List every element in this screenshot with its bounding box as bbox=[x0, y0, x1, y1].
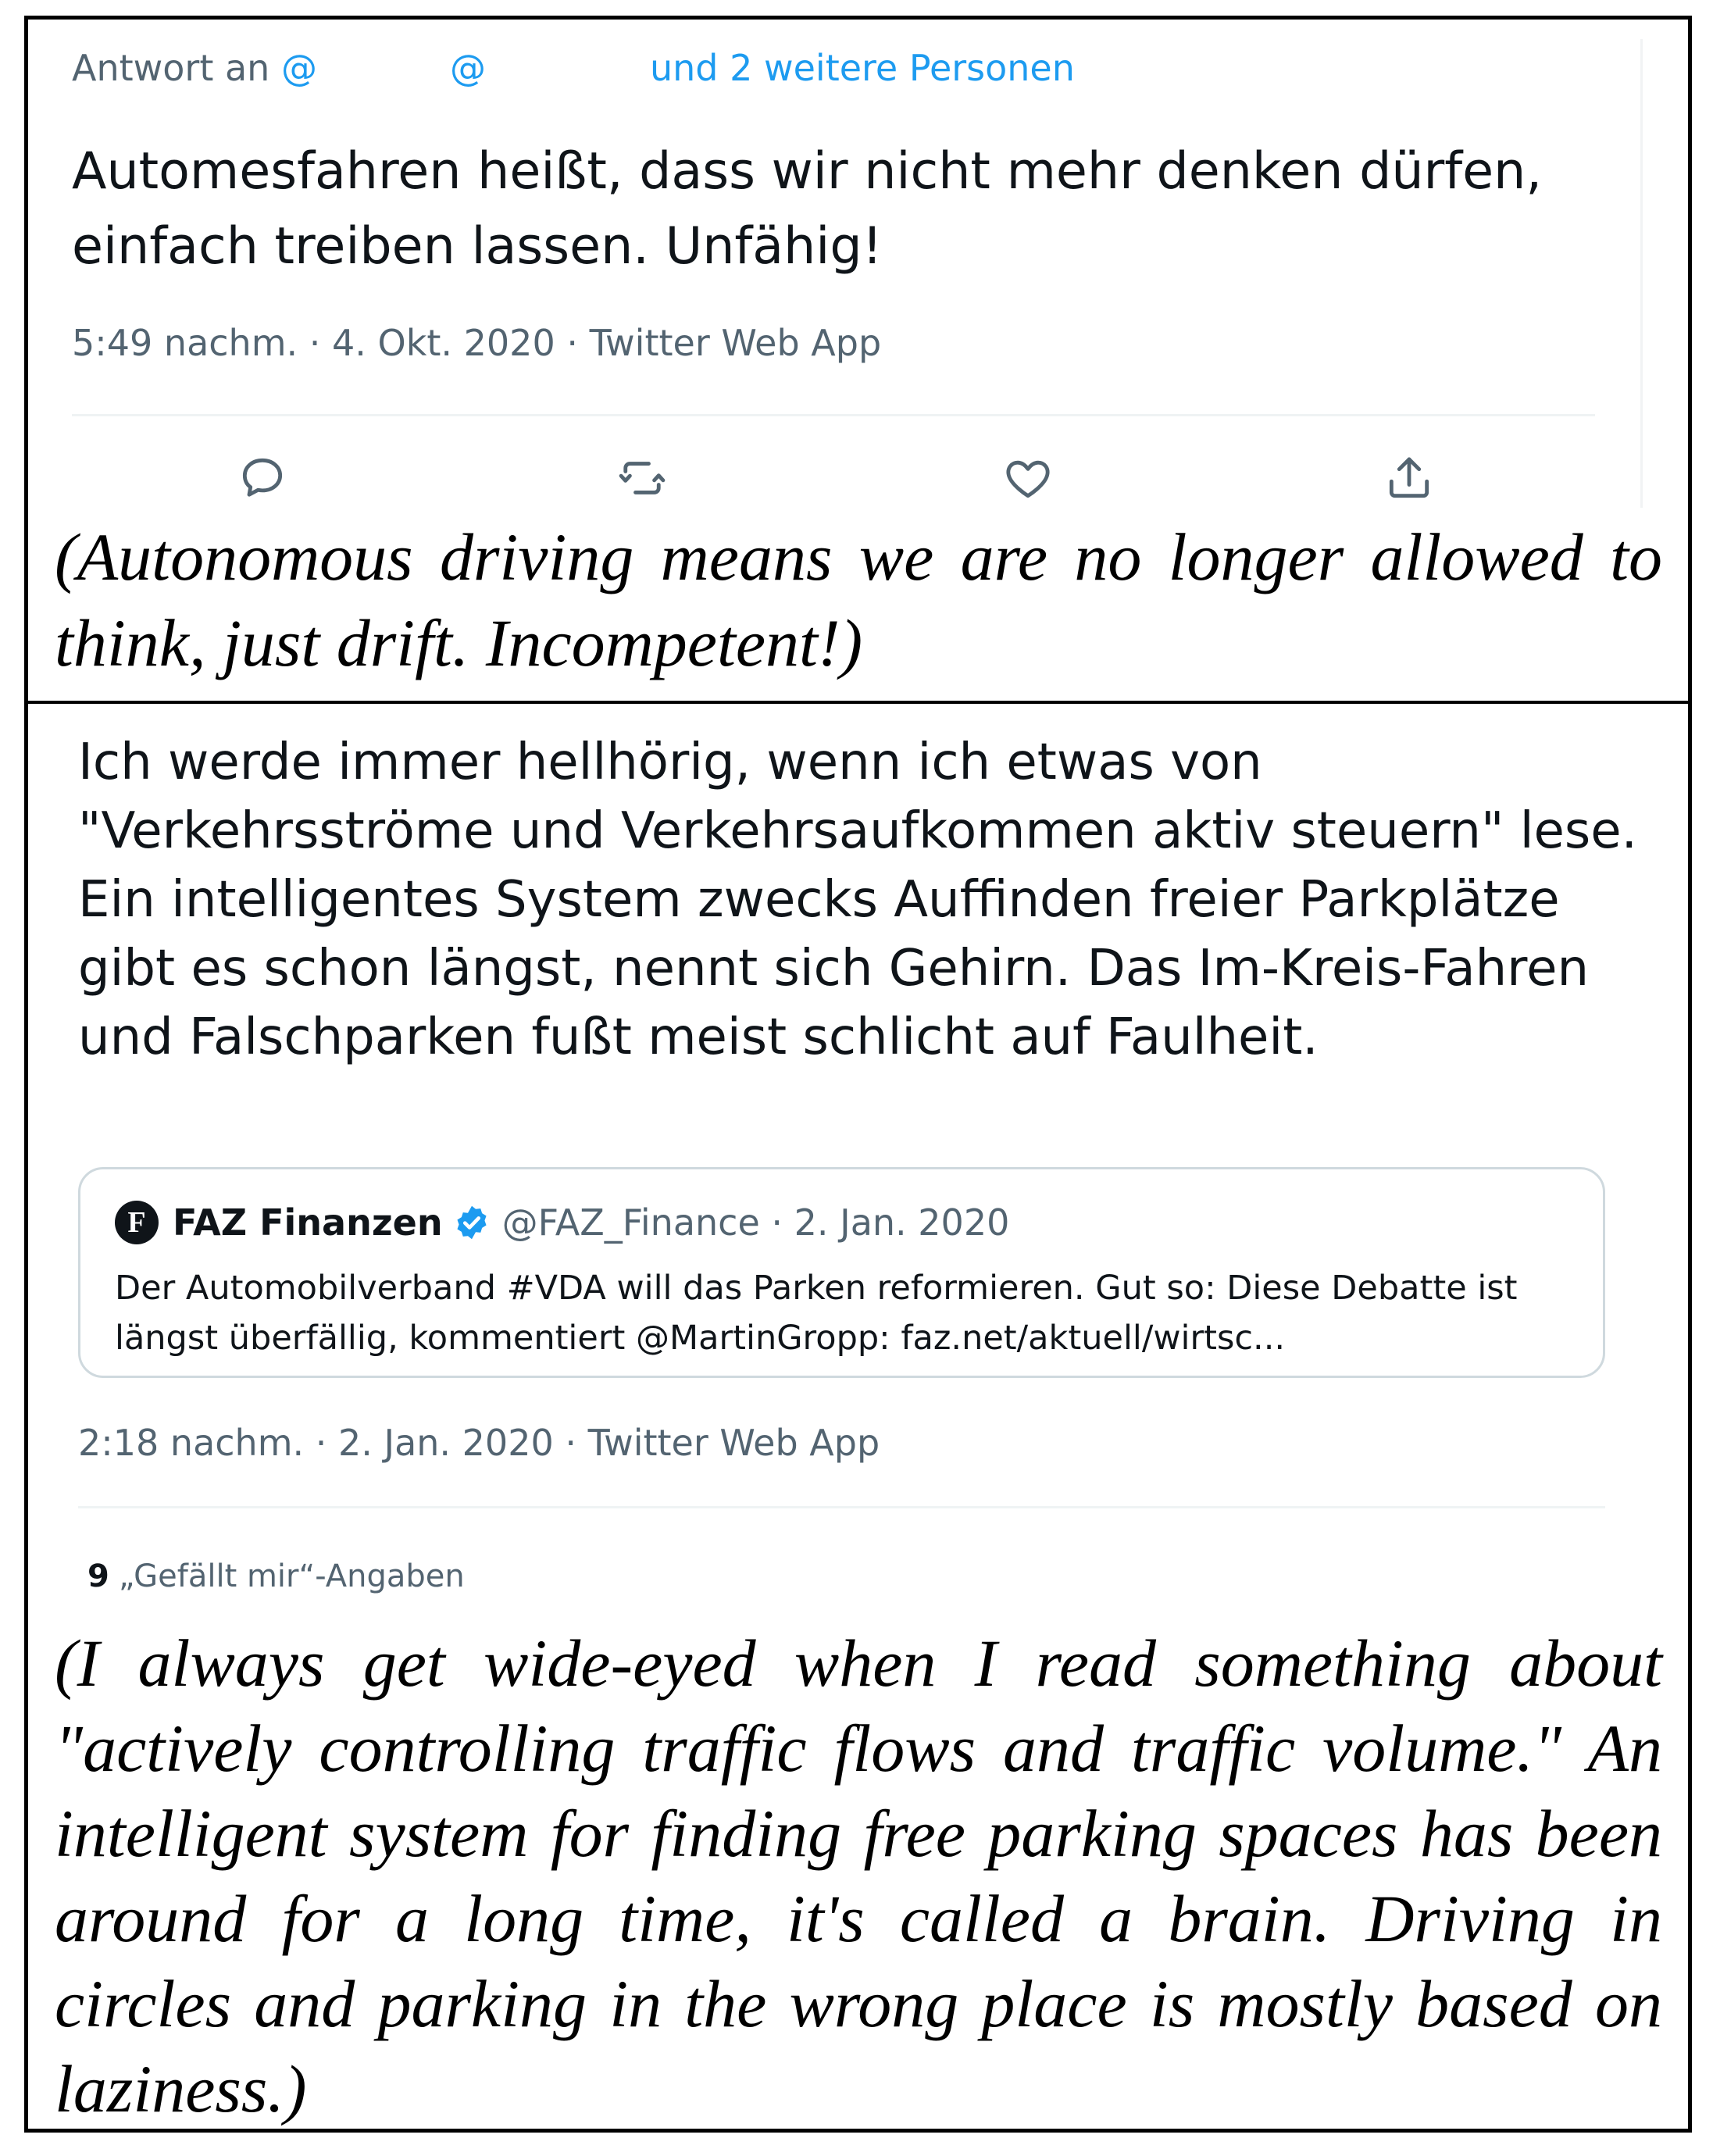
panel-divider bbox=[24, 701, 1692, 704]
likes-count: 9 bbox=[87, 1558, 109, 1594]
reply-icon[interactable] bbox=[236, 452, 289, 505]
reply-prefix: Antwort an bbox=[72, 47, 270, 89]
tweet-text: Automesfahren heißt, dass wir nicht mehr denken dürfen, einfach treiben lassen. Unfähig! bbox=[72, 142, 1542, 276]
reply-context bbox=[72, 47, 1075, 89]
quoted-author-handle-date[interactable]: @FAZ_Finance · 2. Jan. 2020 bbox=[501, 1201, 1010, 1244]
share-icon[interactable] bbox=[1383, 452, 1436, 505]
separator bbox=[72, 414, 1595, 416]
quoted-tweet-text: Der Automobilverband #VDA will das Parken reformieren. Gut so: Diese Debatte ist längst überfällig, kommentiert @MartinGropp: faz.net/aktuell/wirtsc... bbox=[115, 1269, 1518, 1358]
quoted-tweet-header bbox=[115, 1201, 1009, 1244]
likes-label: „Gefällt mir“-Angaben bbox=[118, 1558, 465, 1594]
retweet-icon[interactable] bbox=[616, 452, 669, 505]
separator-2 bbox=[78, 1506, 1605, 1508]
quoted-tweet-card[interactable] bbox=[78, 1167, 1605, 1378]
tweet-timestamp[interactable]: 5:49 nachm. · 4. Okt. 2020 · Twitter Web App bbox=[72, 322, 882, 364]
column-border bbox=[1640, 39, 1643, 508]
tweet-text-2: Ich werde immer hellhörig, wenn ich etwas von "Verkehrsströme und Verkehrsaufkommen aktiv steuern" lese. Ein intelligentes System zwecks Auffinden freier Parkplätze gibt es schon längst, nennt sich Gehirn. Das Im-Kreis-Fahren und Falschparken fußt meist schlicht auf Faulheit. bbox=[78, 734, 1637, 1066]
like-icon[interactable] bbox=[1001, 452, 1055, 505]
mention-link-2[interactable]: @ bbox=[449, 47, 486, 89]
likes-summary[interactable] bbox=[87, 1558, 465, 1594]
mention-link-1[interactable]: @ bbox=[280, 47, 317, 89]
avatar[interactable]: F bbox=[115, 1201, 159, 1244]
more-people-link[interactable]: und 2 weitere Personen bbox=[649, 47, 1075, 89]
verified-badge-icon bbox=[452, 1203, 491, 1242]
translation-caption-2: (I always get wide-eyed when I read something about "actively controlling traffic flows and traffic volume." An intelligent system for finding free parking spaces has been around for a long time, it's called a brain. Driving in circles and parking in the wrong place is mostly based on laziness.) bbox=[55, 1626, 1662, 2126]
tweet-timestamp-2[interactable]: 2:18 nachm. · 2. Jan. 2020 · Twitter Web App bbox=[78, 1422, 880, 1464]
quoted-author-name[interactable]: FAZ Finanzen bbox=[173, 1201, 443, 1244]
translation-caption-1: (Autonomous driving means we are no longer allowed to think, just drift. Incompetent!) bbox=[55, 519, 1662, 680]
